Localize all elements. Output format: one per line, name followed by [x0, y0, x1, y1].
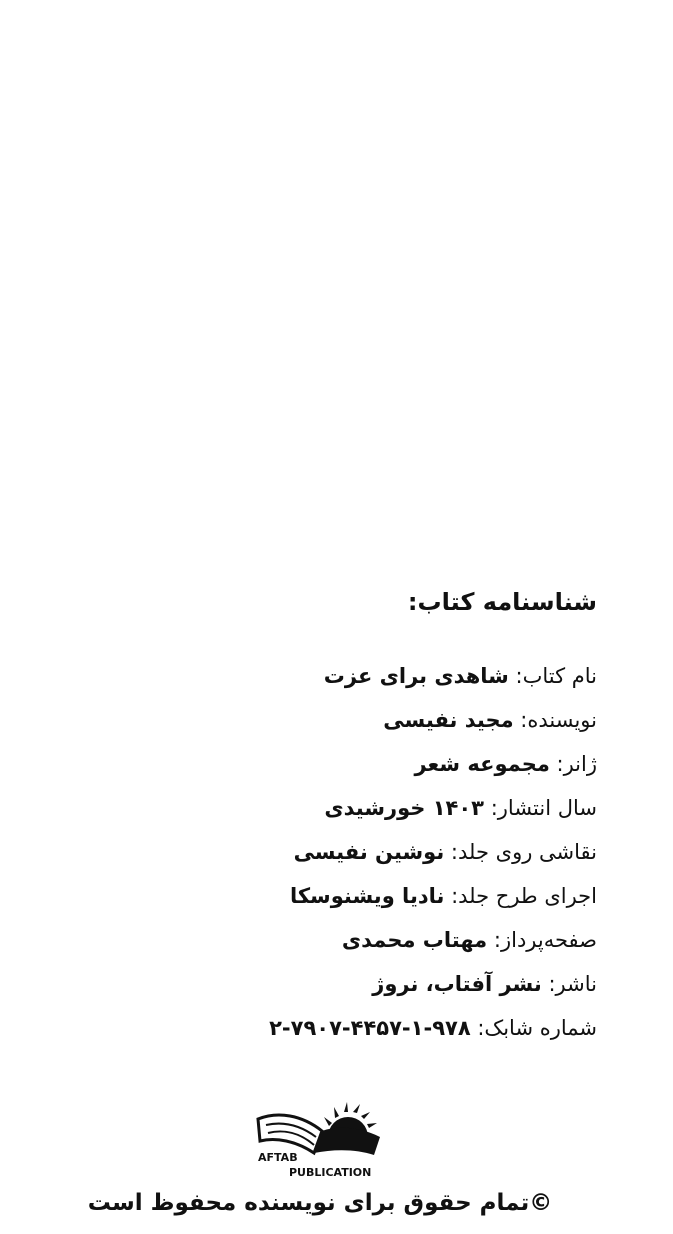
row-layout: [37, 918, 597, 962]
publication-year-label: سال انتشار:: [490, 796, 597, 820]
isbn-label: شماره شابک:: [477, 1016, 597, 1040]
cover-design-value: نادیا ویشنوسکا: [289, 884, 445, 908]
genre-label: ژانر:: [556, 752, 597, 776]
author-label: نویسنده:: [520, 708, 597, 732]
publisher-value: نشر آفتاب، نروژ: [372, 972, 542, 996]
layout-label: صفحه‌پرداز:: [493, 928, 597, 952]
publisher-label: ناشر:: [548, 972, 597, 996]
layout-value: مهتاب محمدی: [341, 928, 488, 952]
copyright-notice: ©تمام حقوق برای نویسنده محفوظ است: [87, 1190, 553, 1216]
logo-line2: PUBLICATION: [289, 1166, 372, 1179]
book-title-label: نام کتاب:: [515, 664, 597, 688]
genre-value: مجموعه شعر: [414, 752, 550, 776]
row-cover-design: [37, 874, 597, 918]
isbn-value: ۹۷۸-۱-۴۴۵۷-۷۹۰۷-۲: [269, 1016, 471, 1040]
heading: شناسنامه کتاب:: [407, 588, 597, 616]
row-genre: [37, 742, 597, 786]
cover-design-label: اجرای طرح جلد:: [451, 884, 597, 908]
book-title-value: شاهدی برای عزت: [323, 664, 509, 688]
row-isbn: [37, 1006, 597, 1050]
cover-painting-label: نقاشی روی جلد:: [450, 840, 597, 864]
row-book-title: [37, 654, 597, 698]
row-cover-painting: [37, 830, 597, 874]
publication-year-value: ۱۴۰۳ خورشیدی: [324, 796, 485, 820]
cover-painting-value: نوشین نفیسی: [293, 840, 445, 864]
row-publisher: [37, 962, 597, 1006]
row-publication-year: [37, 786, 597, 830]
logo-line1: AFTAB: [258, 1151, 298, 1164]
publisher-logo-icon: [256, 1093, 386, 1179]
row-author: [37, 698, 597, 742]
author-value: مجید نفیسی: [383, 708, 514, 732]
book-identity-block: [37, 580, 597, 1050]
